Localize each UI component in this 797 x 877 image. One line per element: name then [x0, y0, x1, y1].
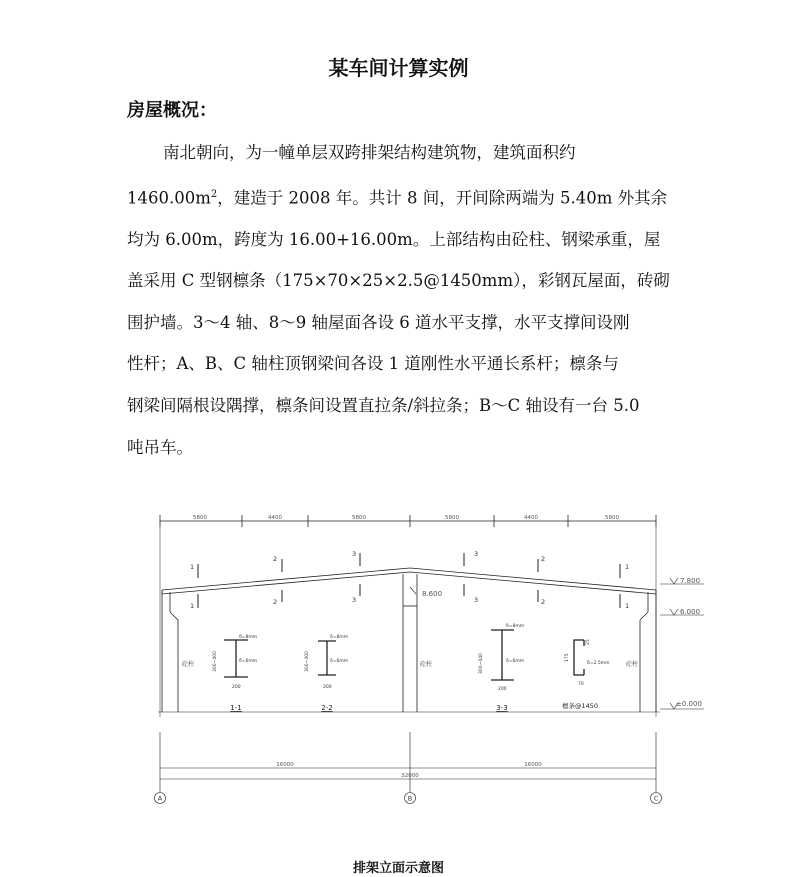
top-dim-label: 5800 [193, 515, 207, 521]
purlin-label: 檩条@1450 [561, 702, 599, 710]
figure-caption: 排架立面示意图 [352, 861, 444, 876]
section-label: 2-2 [321, 704, 333, 712]
flange-width: 200 [498, 687, 507, 692]
page-title: 某车间计算实例 [328, 56, 469, 80]
flange-thickness: δ=8mm [330, 635, 349, 640]
c-purlin-section [574, 640, 584, 675]
column-label: 砼柱 [626, 661, 639, 668]
paragraph-line: 盖采用 C 型钢檩条（175×70×25×2.5@1450mm），彩钢瓦屋面，砖砌 [127, 271, 670, 291]
elevation-markers [410, 578, 704, 709]
area-superscript: 2 [210, 188, 218, 200]
concrete-column-c [640, 590, 656, 712]
paragraph-line: 围护墙。3～4 轴、8～9 轴屋面各设 6 道水平支撑，水平支撑间设刚 [127, 312, 630, 332]
axis-label-a: A [157, 794, 163, 803]
paragraph-line [127, 174, 687, 219]
paragraph-line: 性杆；A、B、C 轴柱顶钢梁间各设 1 道刚性水平通长系杆；檩条与 [127, 354, 619, 374]
bottom-dimension-lines [160, 732, 656, 792]
flange-width: 200 [232, 685, 241, 690]
section-mark: 2 [541, 555, 546, 563]
web-thickness: δ=6mm [330, 659, 349, 664]
elevation-label: 6.000 [680, 608, 701, 616]
section-label: 3-3 [496, 704, 508, 712]
web-thickness: δ=6mm [239, 659, 258, 664]
column-label: 砼柱 [182, 661, 195, 668]
web-thickness: δ=6mm [506, 659, 525, 664]
web-height: 300~440 [479, 653, 484, 674]
top-dim-label: 4400 [268, 515, 282, 521]
section-mark: 1 [190, 563, 195, 571]
section-mark: 1 [625, 602, 630, 610]
top-dim-label: 4400 [524, 515, 538, 521]
span-dim-label: 16000 [524, 762, 542, 768]
elevation-label: ±0.000 [676, 700, 702, 708]
axis-label-b: B [407, 794, 413, 803]
section-cut-marks [198, 553, 620, 608]
section-label: 1-1 [230, 704, 242, 712]
section-mark: 3 [474, 550, 479, 558]
section-2-2-i-beam [318, 641, 336, 675]
ridge-elevation-label: 8.600 [422, 590, 443, 598]
span-dim-label: 16000 [276, 762, 294, 768]
bent-frame-elevation-drawing [148, 512, 708, 812]
purlin-thickness: δ=2.5mm [587, 661, 610, 666]
section-mark: 2 [273, 555, 278, 563]
column-label: 砼柱 [420, 661, 433, 668]
paragraph-line: 钢梁间隔根设隅撑，檩条间设置直拉条/斜拉条；B～C 轴设有一台 5.0 [127, 396, 640, 416]
section-mark: 1 [190, 602, 195, 610]
section-mark: 3 [474, 596, 479, 604]
purlin-width: 70 [578, 682, 584, 687]
section-mark: 2 [273, 598, 278, 606]
purlin-height: 175 [565, 653, 570, 662]
concrete-column-b [403, 574, 417, 712]
web-height: 300~300 [305, 651, 310, 672]
section-mark: 3 [352, 596, 357, 604]
total-dim-label: 32000 [401, 773, 419, 779]
area-value: 1460.00m [127, 188, 211, 208]
top-dim-label: 5800 [445, 515, 459, 521]
flange-width: 200 [323, 685, 332, 690]
description-paragraph [127, 132, 687, 468]
section-mark: 2 [541, 598, 546, 606]
paragraph-text: ，建造于 2008 年。共计 8 间，开间除两端为 5.40m 外其余 [217, 188, 668, 208]
paragraph-line: 均为 6.00m，跨度为 16.00+16.00m。上部结构由砼柱、钢梁承重，屋 [127, 229, 661, 249]
paragraph-line: 南北朝向，为一幢单层双跨排架结构建筑物，建筑面积约 [163, 143, 576, 162]
web-height: 300~400 [213, 651, 218, 672]
concrete-column-a [162, 590, 178, 712]
purlin-lip: 25 [586, 639, 591, 645]
paragraph-line: 吨吊车。 [127, 437, 193, 457]
top-dim-label: 5800 [352, 515, 366, 521]
flange-thickness: δ=8mm [239, 635, 258, 640]
section-heading: 房屋概况： [127, 100, 217, 121]
elevation-label: 7.800 [680, 577, 701, 585]
section-mark: 1 [625, 563, 630, 571]
flange-thickness: δ=8mm [506, 624, 525, 629]
section-3-3-i-beam [491, 630, 514, 680]
axis-label-c: C [653, 794, 659, 803]
roof-steel-beam [162, 568, 656, 594]
top-dim-label: 5800 [605, 515, 619, 521]
section-mark: 3 [352, 550, 357, 558]
